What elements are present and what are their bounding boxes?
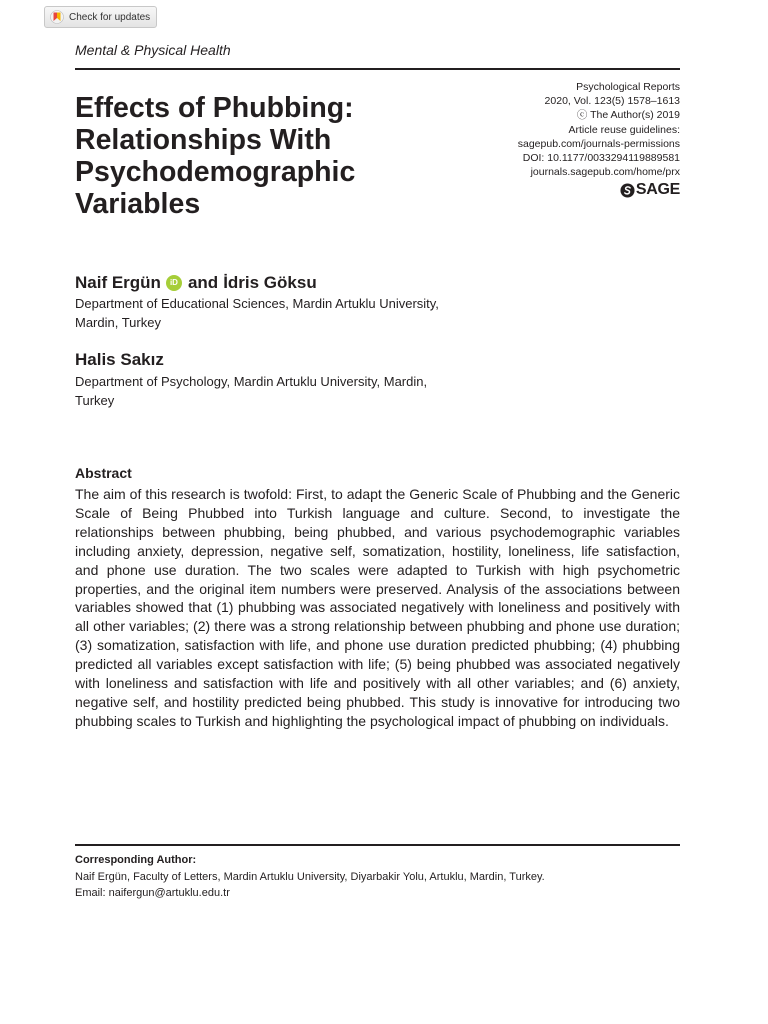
sage-logo xyxy=(620,181,680,199)
corresponding-author-heading: Corresponding Author: xyxy=(75,854,197,866)
affiliation-2: Department of Psychology, Mardin Artuklu University, Mardin, Turkey xyxy=(75,374,428,408)
copyright-notice: ⓒ The Author(s) 2019 xyxy=(576,109,680,122)
author-line-1 xyxy=(75,273,317,293)
affiliation-1: Department of Educational Sciences, Mardin Artuklu University, Mardin, Turkey xyxy=(75,296,439,330)
abstract-text: The aim of this research is twofold: First, to adapt the Generic Scale of Phubbing and the Generic Scale of Being Phubbed into Turkish language and culture. Second, to investigate the relationships between phubbing, being phubbed, and various psychodemographic variables including anxiety, depression, negative self, somatization, hostility, loneliness, life satisfaction, and phone use duration. The two scales were adapted to Turkish with high psychometric properties, and the original item numbers were preserved. Analysis of the associations between variables showed that (1) phubbing was associated negatively with loneliness and positively with all other variables; (2) there was a strong relationship between phubbing and phone use duration; (3) somatization, satisfaction with life, and phone use duration predicted phubbing; (4) phubbing predicted all variables except satisfaction with life; (5) being phubbed was associated negatively with loneliness and satisfaction with life and positively with all other variables; and (6) anxiety, negative self, and hostility predicted being phubbed. This study is innovative for introducing two phubbing scales to Turkish and highlighting the psychological impact of phubbing on individuals. xyxy=(75,486,680,729)
abstract-heading: Abstract xyxy=(75,465,132,481)
reuse-guidelines-link[interactable]: sagepub.com/journals-permissions xyxy=(517,137,680,150)
orcid-icon[interactable]: iD xyxy=(166,275,182,291)
corresponding-author-email[interactable]: Email: naifergun@artuklu.edu.tr xyxy=(75,887,230,899)
crossmark-icon xyxy=(50,10,64,24)
article-title: Effects of Phubbing: Relationships With Psychodemographic Variables xyxy=(75,92,356,220)
journal-home-link[interactable]: journals.sagepub.com/home/prx xyxy=(530,166,680,179)
journal-info xyxy=(420,80,680,179)
footnote-divider xyxy=(75,844,680,846)
author-name-2: İdris Göksu xyxy=(223,273,317,292)
author-name-1: Naif Ergün xyxy=(75,273,161,292)
check-for-updates-button[interactable] xyxy=(44,6,157,28)
top-divider xyxy=(75,68,680,70)
corresponding-author-details: Naif Ergün, Faculty of Letters, Mardin Artuklu University, Diyarbakir Yolu, Artuklu, Mardin, Turkey. xyxy=(75,871,545,883)
check-for-updates-label: Check for updates xyxy=(69,11,151,23)
section-label: Mental & Physical Health xyxy=(75,42,231,58)
doi-link[interactable]: DOI: 10.1177/0033294119889581 xyxy=(522,152,680,165)
reuse-guidelines-label: Article reuse guidelines: xyxy=(568,123,680,136)
sage-logo-icon xyxy=(620,183,635,198)
sage-logo-text: SAGE xyxy=(635,181,680,198)
author-name-3: Halis Sakız xyxy=(75,350,164,369)
author-joiner: and xyxy=(187,273,219,292)
journal-volume: 2020, Vol. 123(5) 1578–1613 xyxy=(544,95,680,108)
journal-name: Psychological Reports xyxy=(576,81,680,93)
